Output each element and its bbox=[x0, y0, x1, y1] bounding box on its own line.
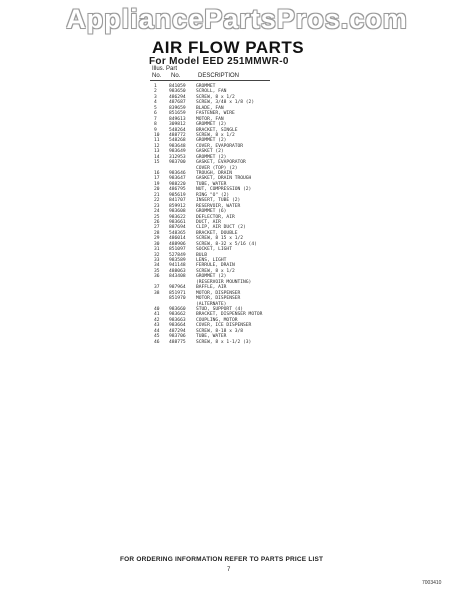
model-line: For Model EED 251MMWR-0 bbox=[149, 56, 289, 67]
part-number: 488775 bbox=[169, 339, 186, 345]
part-description: COVER (TOP) (2) bbox=[196, 165, 238, 171]
illus-number: 38 bbox=[154, 290, 160, 296]
illus-number: 19 bbox=[154, 181, 160, 187]
part-description: CLIP, AIR DUCT (2) bbox=[196, 225, 246, 231]
illus-number: 35 bbox=[154, 268, 160, 274]
illus-number: 27 bbox=[154, 225, 160, 231]
illus-number: 43 bbox=[154, 323, 160, 329]
part-description: COUPLING, MOTOR bbox=[196, 317, 238, 323]
part-description: STUD, SUPPORT (4) bbox=[196, 306, 244, 312]
part-number: 486014 bbox=[169, 236, 186, 242]
illus-number: 21 bbox=[154, 192, 160, 198]
part-description: DEFLECTOR, AIR bbox=[196, 214, 235, 220]
illus-number: 24 bbox=[154, 209, 160, 215]
part-number: 851097 bbox=[169, 247, 186, 253]
illus-number: 13 bbox=[154, 149, 160, 155]
part-number: 983646 bbox=[169, 171, 186, 176]
part-description: (RESERVOIR MOUNTING) bbox=[196, 279, 252, 285]
part-number: 983700 bbox=[169, 160, 186, 166]
part-number: 983608 bbox=[169, 209, 186, 215]
part-description: SCREW, 8-18 x 3/8 bbox=[196, 328, 244, 334]
part-description: NUT, COMPRESSION (2) bbox=[196, 187, 252, 193]
part-number: 983650 bbox=[169, 89, 186, 95]
part-number: 983648 bbox=[169, 143, 186, 149]
illus-number: 10 bbox=[154, 132, 160, 138]
table-row bbox=[152, 340, 412, 345]
part-description: COVER, EVAPORATOR bbox=[196, 143, 244, 149]
part-description: TUBE, WATER bbox=[196, 334, 227, 340]
part-description: SCREW, 8 x 1-1/2 (3) bbox=[196, 339, 252, 345]
part-description: COVER, ICE DISPENSER bbox=[196, 323, 252, 329]
part-number: 983589 bbox=[169, 258, 186, 263]
illus-number: 44 bbox=[154, 328, 160, 334]
part-description: SCREW, 8 x 1/2 bbox=[196, 94, 235, 100]
illus-number: 41 bbox=[154, 312, 160, 318]
part-number: 941148 bbox=[169, 263, 186, 269]
part-number: 312953 bbox=[169, 154, 186, 160]
part-number: 887694 bbox=[169, 225, 186, 231]
illus-number: 16 bbox=[154, 171, 160, 176]
part-number: 839659 bbox=[169, 105, 186, 111]
illus-number: 34 bbox=[154, 263, 160, 269]
part-description: SCREW, 8-32 x 5/16 (4) bbox=[196, 241, 257, 247]
part-description: BAFFLE, AIR bbox=[196, 285, 227, 291]
illus-number: 14 bbox=[154, 154, 160, 160]
part-description: BRACKET, SINGLE bbox=[196, 127, 238, 133]
part-number: 486795 bbox=[169, 187, 186, 193]
part-description: RING "O" (2) bbox=[196, 192, 230, 198]
illus-number: 28 bbox=[154, 230, 160, 236]
part-description: GROMMET (6) bbox=[196, 209, 227, 215]
illus-number: 42 bbox=[154, 317, 160, 323]
part-description: FASTENER, WIRE bbox=[196, 111, 235, 117]
part-description: SCREW, 3/48 x 1/8 (2) bbox=[196, 100, 255, 106]
illus-number: 15 bbox=[154, 160, 160, 166]
part-number: 841707 bbox=[169, 198, 186, 204]
illus-number: 25 bbox=[154, 214, 160, 220]
part-number: 985619 bbox=[169, 192, 186, 198]
part-number: 983661 bbox=[169, 219, 186, 225]
part-number: 309812 bbox=[169, 122, 186, 128]
illus-number: 30 bbox=[154, 241, 160, 247]
column-header-illus-part: Illus. Part bbox=[152, 66, 178, 72]
part-number: 983706 bbox=[169, 334, 186, 340]
illus-number: 22 bbox=[154, 198, 160, 204]
column-header-no: No. bbox=[152, 73, 162, 79]
part-number: 983662 bbox=[169, 312, 186, 318]
part-number: 487294 bbox=[169, 328, 186, 334]
part-description: GASKET, DRAIN TROUGH bbox=[196, 176, 252, 182]
part-description: GROMMET bbox=[196, 84, 216, 89]
column-header-no2: No. bbox=[171, 73, 181, 79]
part-description: MOTOR, FAN bbox=[196, 116, 224, 122]
part-number: 841059 bbox=[169, 84, 186, 89]
part-description: SOCKET, LIGHT bbox=[196, 247, 232, 253]
ordering-footer: FOR ORDERING INFORMATION REFER TO PARTS PRICE LIST bbox=[120, 556, 324, 563]
part-description: INSERT, TUBE (2) bbox=[196, 198, 241, 204]
column-header-description: DESCRIPTION bbox=[198, 73, 240, 79]
part-description: SCREW, 8 x 1/2 bbox=[196, 268, 235, 274]
part-description: SCROLL, FAN bbox=[196, 89, 227, 95]
watermark: AppliancePartsPros.com bbox=[66, 4, 408, 34]
part-description: BRACKET, DOUBLE bbox=[196, 230, 238, 236]
illus-number: 45 bbox=[154, 334, 160, 340]
part-description: TROUGH, DRAIN bbox=[196, 171, 232, 176]
part-number: 548264 bbox=[169, 127, 186, 133]
illus-number: 36 bbox=[154, 274, 160, 280]
part-description: MOTOR, DISPENSER bbox=[196, 296, 241, 302]
part-description: GROMMET (2) bbox=[196, 154, 227, 160]
parts-list bbox=[152, 84, 412, 345]
part-number: 488063 bbox=[169, 268, 186, 274]
part-description: BULB bbox=[196, 252, 208, 258]
part-number: 851970 bbox=[169, 296, 186, 302]
illus-number: 4 bbox=[154, 100, 157, 106]
illus-number: 32 bbox=[154, 252, 160, 258]
part-number: 548365 bbox=[169, 230, 186, 236]
part-number: 987964 bbox=[169, 285, 186, 291]
part-number: 487687 bbox=[169, 100, 186, 106]
part-description: DUCT, AIR bbox=[196, 219, 221, 225]
illus-number: 29 bbox=[154, 236, 160, 242]
part-number: 548268 bbox=[169, 138, 186, 144]
part-description: GROMMET (2) bbox=[196, 122, 227, 128]
part-number: 983649 bbox=[169, 149, 186, 155]
illus-number: 12 bbox=[154, 143, 160, 149]
illus-number: 37 bbox=[154, 285, 160, 291]
part-number: 851971 bbox=[169, 290, 186, 296]
illus-number: 7 bbox=[154, 116, 157, 122]
illus-number: 26 bbox=[154, 219, 160, 225]
illus-number: 11 bbox=[154, 138, 160, 144]
illus-number: 23 bbox=[154, 203, 160, 209]
part-description: GROMMET (2) bbox=[196, 138, 227, 144]
part-number: 851659 bbox=[169, 111, 186, 117]
illus-number: 8 bbox=[154, 122, 157, 128]
part-number: 859912 bbox=[169, 203, 186, 209]
document-code: 7003410 bbox=[422, 580, 442, 586]
part-description: (ALTERNATE) bbox=[196, 301, 227, 307]
illus-number: 1 bbox=[154, 84, 157, 89]
part-description: FERRULE, DRAIN bbox=[196, 263, 235, 269]
part-number: 843408 bbox=[169, 274, 186, 280]
illus-number: 46 bbox=[154, 339, 160, 345]
part-number: 983660 bbox=[169, 306, 186, 312]
part-number: 486294 bbox=[169, 94, 186, 100]
illus-number: 20 bbox=[154, 187, 160, 193]
part-number: 527849 bbox=[169, 252, 186, 258]
illus-number: 5 bbox=[154, 105, 157, 111]
part-number: 488772 bbox=[169, 132, 186, 138]
part-description: TUBE, WATER bbox=[196, 181, 227, 187]
part-number: 849613 bbox=[169, 116, 186, 122]
part-description: SCREW, 8 x 1/2 bbox=[196, 132, 235, 138]
part-description: BLADE, FAN bbox=[196, 105, 224, 111]
part-number: 988220 bbox=[169, 181, 186, 187]
illus-number: 33 bbox=[154, 258, 160, 263]
part-number: 488906 bbox=[169, 241, 186, 247]
illus-number: 3 bbox=[154, 94, 157, 100]
part-description: GASKET (2) bbox=[196, 149, 224, 155]
illus-number: 6 bbox=[154, 111, 157, 117]
part-number: 983622 bbox=[169, 214, 186, 220]
illus-number: 17 bbox=[154, 176, 160, 182]
part-description: LENS, LIGHT bbox=[196, 258, 227, 263]
illus-number: 2 bbox=[154, 89, 157, 95]
part-description: MOTOR, DISPENSER bbox=[196, 290, 241, 296]
page-title: AIR FLOW PARTS bbox=[152, 38, 305, 57]
part-description: BRACKET, DISPENSER MOTOR bbox=[196, 312, 263, 318]
page-number: 7 bbox=[227, 567, 231, 573]
illus-number: 31 bbox=[154, 247, 160, 253]
illus-number: 9 bbox=[154, 127, 157, 133]
header-rule bbox=[150, 80, 270, 81]
part-number: 983663 bbox=[169, 317, 186, 323]
part-description: GASKET, EVAPORATOR bbox=[196, 160, 246, 166]
part-number: 983664 bbox=[169, 323, 186, 329]
part-description: SCREW, 8 15 x 1/2 bbox=[196, 236, 244, 242]
illus-number: 40 bbox=[154, 306, 160, 312]
part-number: 983647 bbox=[169, 176, 186, 182]
part-description: RESERVOIR, WATER bbox=[196, 203, 241, 209]
part-description: GROMMET (2) bbox=[196, 274, 227, 280]
